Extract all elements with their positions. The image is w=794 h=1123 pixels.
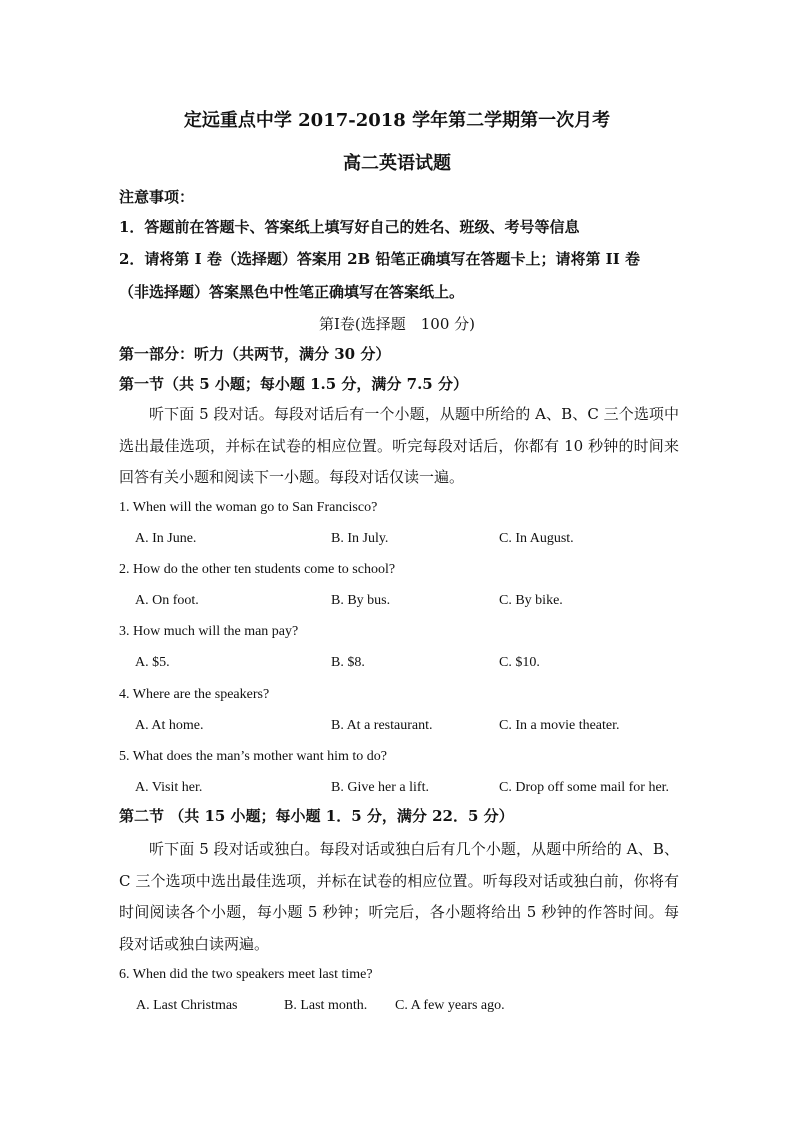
question-2: 2. How do the other ten students come to school? xyxy=(119,562,396,577)
question-5-option-a: A. Visit her. xyxy=(135,780,203,795)
question-5-option-b: B. Give her a lift. xyxy=(331,780,429,795)
question-3-option-c: C. $10. xyxy=(499,655,540,670)
notes-item-2-line-1: 2．请将第 I 卷（选择题）答案用 2B 铅笔正确填写在答题卡上；请将第 II 卷 xyxy=(119,250,640,268)
question-2-option-a: A. On foot. xyxy=(135,593,199,608)
question-6-option-a: A. Last Christmas xyxy=(136,998,238,1013)
question-3-option-b: B. $8. xyxy=(331,655,365,670)
question-6: 6. When did the two speakers meet last time? xyxy=(119,967,373,982)
question-2-option-c: C. By bike. xyxy=(499,593,563,608)
notes-heading: 注意事项： xyxy=(119,188,195,206)
notes-item-1: 1．答题前在答题卡、答案纸上填写好自己的姓名、班级、考号等信息 xyxy=(119,218,580,236)
question-5: 5. What does the man’s mother want him to do? xyxy=(119,749,388,764)
section-1-heading: 第一节（共 5 小题；每小题 1.5 分，满分 7.5 分） xyxy=(119,375,468,393)
question-1-option-a: A. In June. xyxy=(135,531,197,546)
question-4-option-b: B. At a restaurant. xyxy=(331,718,433,733)
notes-item-2-line-2: （非选择题）答案黑色中性笔正确填写在答案纸上。 xyxy=(119,283,465,301)
question-5-option-c: C. Drop off some mail for her. xyxy=(499,780,670,795)
question-4-option-c: C. In a movie theater. xyxy=(499,718,620,733)
question-6-option-b: B. Last month. xyxy=(284,998,368,1013)
question-1-option-c: C. In August. xyxy=(499,531,574,546)
question-3-option-a: A. $5. xyxy=(135,655,170,670)
question-2-option-b: B. By bus. xyxy=(331,593,391,608)
question-6-option-c: C. A few years ago. xyxy=(395,998,505,1013)
question-1-option-b: B. In July. xyxy=(331,531,389,546)
question-1: 1. When will the woman go to San Francisco? xyxy=(119,500,378,515)
question-4: 4. Where are the speakers? xyxy=(119,687,270,702)
section-2-heading: 第二节 （共 15 小题；每小题 1．5 分，满分 22．5 分） xyxy=(119,807,514,825)
part-1-heading: 第一部分：听力（共两节，满分 30 分） xyxy=(119,345,391,363)
exam-subtitle: 高二英语试题 xyxy=(343,153,451,174)
section-1-instructions: 听下面 5 段对话。每段对话后有一个小题，从题中所给的 A、B、C 三个选项中选出最佳选项，并标在试卷的相应位置。听完每段对话后，你都有 10 秒钟的时间来回答有关小题和阅读下一小题。每段对话仅读一遍。 xyxy=(119,405,679,486)
question-4-option-a: A. At home. xyxy=(135,718,204,733)
exam-title: 定远重点中学 2017-2018 学年第二学期第一次月考 xyxy=(183,110,611,131)
question-3: 3. How much will the man pay? xyxy=(119,624,299,639)
volume-1-heading: 第Ⅰ卷(选择题 100 分) xyxy=(318,315,476,333)
section-2-instructions: 听下面 5 段对话或独白。每段对话或独白后有几个小题，从题中所给的 A、B、C 三个选项中选出最佳选项，并标在试卷的相应位置。听每段对话或独白前，你将有时间阅读各个小题，每小题 5 秒钟；听完后，各小题将给出 5 秒钟的作答时间。每段对话或独白读两遍。 xyxy=(119,840,679,953)
